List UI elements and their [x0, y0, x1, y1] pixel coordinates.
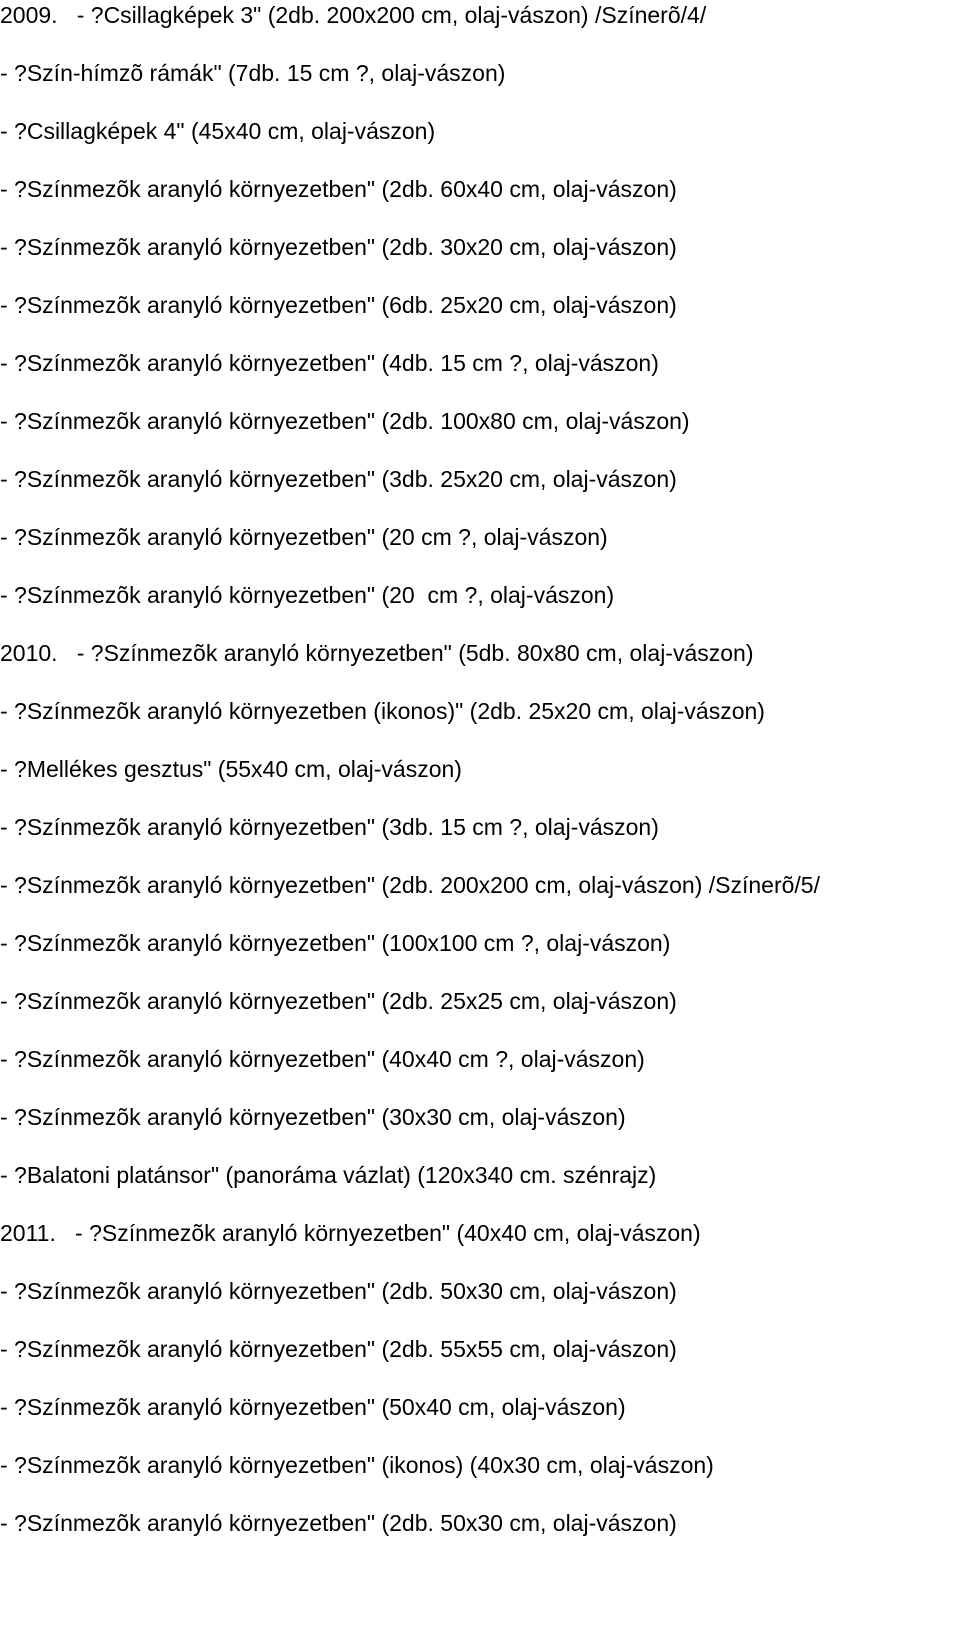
entry-line: - ?Színmezõk aranyló környezetben (ikonos)" (2db. 25x20 cm, olaj-vászon) — [0, 698, 765, 724]
entry-line: 2009. - ?Csillagképek 3" (2db. 200x200 cm, olaj-vászon) /Színerõ/4/ — [0, 2, 707, 28]
entry-line: - ?Színmezõk aranyló környezetben" (2db. 30x20 cm, olaj-vászon) — [0, 234, 677, 260]
entry-line: - ?Színmezõk aranyló környezetben" (2db. 55x55 cm, olaj-vászon) — [0, 1336, 677, 1362]
entry-line: - ?Színmezõk aranyló környezetben" (2db. 50x30 cm, olaj-vászon) — [0, 1510, 677, 1536]
entry-line: - ?Színmezõk aranyló környezetben" (ikonos) (40x30 cm, olaj-vászon) — [0, 1452, 714, 1478]
entry-line: - ?Színmezõk aranyló környezetben" (4db. 15 cm ?, olaj-vászon) — [0, 350, 659, 376]
entry-line: - ?Balatoni platánsor" (panoráma vázlat) (120x340 cm. szénrajz) — [0, 1162, 657, 1188]
entry-line: - ?Színmezõk aranyló környezetben" (3db. 15 cm ?, olaj-vászon) — [0, 814, 659, 840]
entry-line: - ?Színmezõk aranyló környezetben" (3db. 25x20 cm, olaj-vászon) — [0, 466, 677, 492]
entry-line: - ?Színmezõk aranyló környezetben" (40x40 cm ?, olaj-vászon) — [0, 1046, 645, 1072]
entry-line: - ?Színmezõk aranyló környezetben" (20 cm ?, olaj-vászon) — [0, 582, 615, 608]
entry-line: - ?Színmezõk aranyló környezetben" (2db. 200x200 cm, olaj-vászon) /Színerõ/5/ — [0, 872, 820, 898]
entry-line: - ?Mellékes gesztus" (55x40 cm, olaj-vászon) — [0, 756, 462, 782]
entry-line: 2011. - ?Színmezõk aranyló környezetben" (40x40 cm, olaj-vászon) — [0, 1220, 701, 1246]
entry-line: - ?Színmezõk aranyló környezetben" (20 cm ?, olaj-vászon) — [0, 524, 608, 550]
entry-line: 2010. - ?Színmezõk aranyló környezetben" (5db. 80x80 cm, olaj-vászon) — [0, 640, 754, 666]
entry-line: - ?Színmezõk aranyló környezetben" (30x30 cm, olaj-vászon) — [0, 1104, 626, 1130]
entry-line: - ?Színmezõk aranyló környezetben" (100x100 cm ?, olaj-vászon) — [0, 930, 671, 956]
entry-line: - ?Csillagképek 4" (45x40 cm, olaj-vászon) — [0, 118, 436, 144]
entry-line: - ?Színmezõk aranyló környezetben" (2db. 100x80 cm, olaj-vászon) — [0, 408, 690, 434]
entry-line: - ?Szín-hímzõ rámák" (7db. 15 cm ?, olaj-vászon) — [0, 60, 506, 86]
entry-line: - ?Színmezõk aranyló környezetben" (6db. 25x20 cm, olaj-vászon) — [0, 292, 677, 318]
entry-line: - ?Színmezõk aranyló környezetben" (2db. 25x25 cm, olaj-vászon) — [0, 988, 677, 1014]
entry-line: - ?Színmezõk aranyló környezetben" (50x40 cm, olaj-vászon) — [0, 1394, 626, 1420]
entry-line: - ?Színmezõk aranyló környezetben" (2db. 60x40 cm, olaj-vászon) — [0, 176, 677, 202]
entry-line: - ?Színmezõk aranyló környezetben" (2db. 50x30 cm, olaj-vászon) — [0, 1278, 677, 1304]
